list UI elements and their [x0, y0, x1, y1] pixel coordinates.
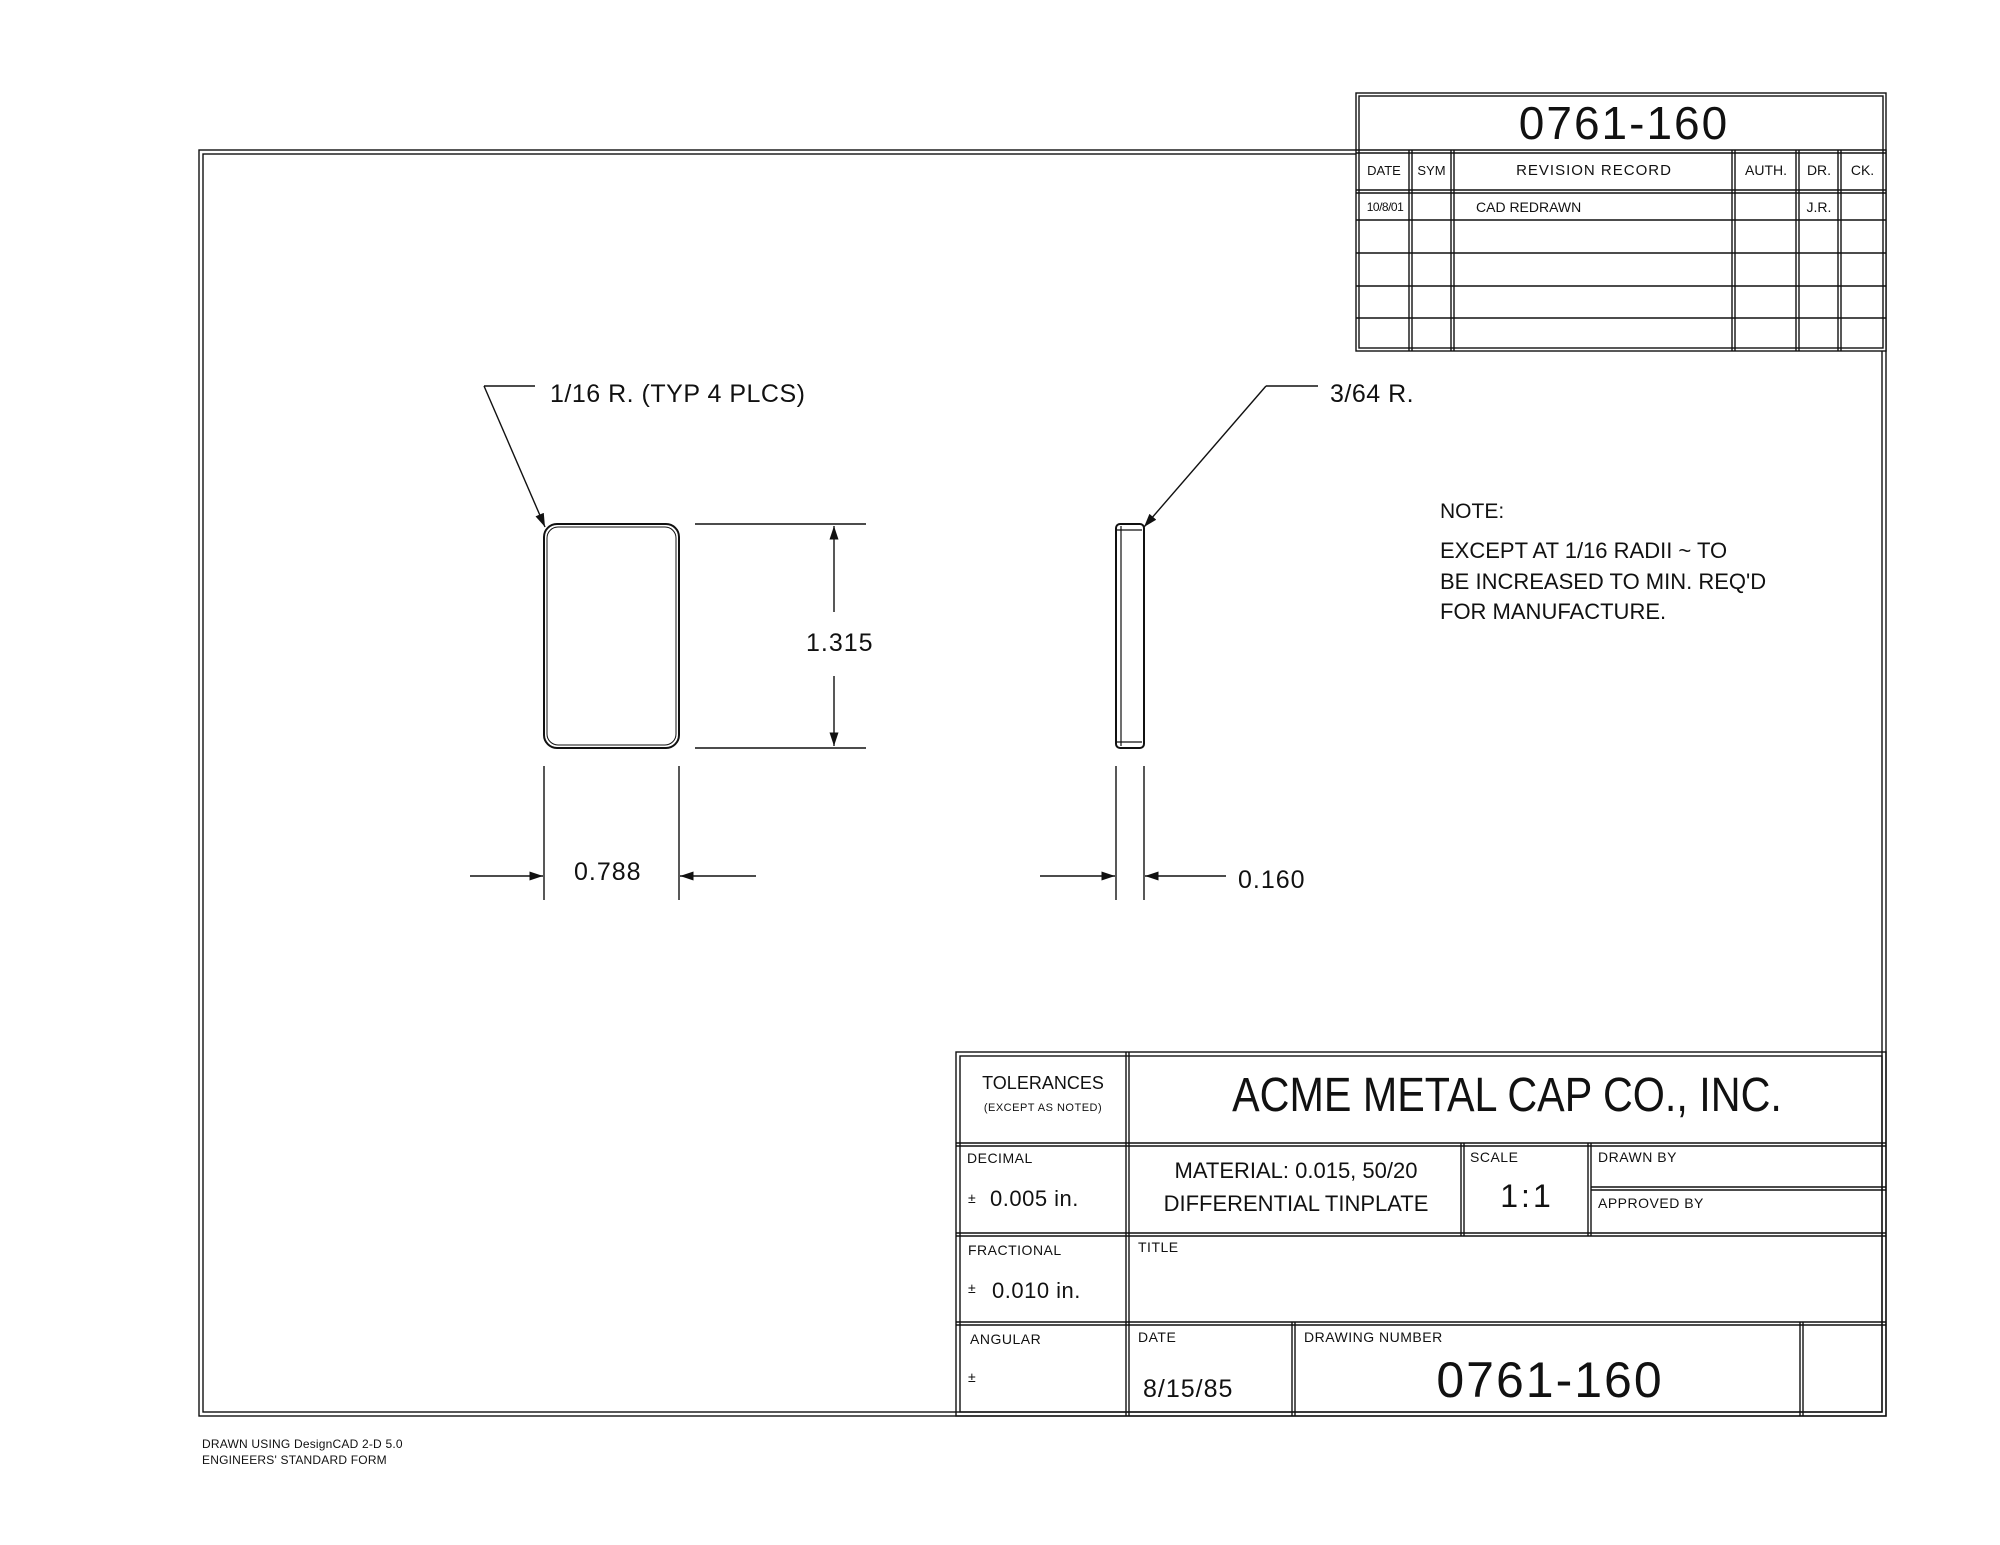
dimension-width-value: 0.788	[574, 858, 642, 886]
revision-drawing-number: 0761-160	[1518, 97, 1730, 149]
footer-line-2: ENGINEERS' STANDARD FORM	[202, 1453, 387, 1467]
callout-radius-side: 3/64 R.	[1330, 380, 1415, 408]
dimension-height-value: 1.315	[806, 629, 874, 657]
fractional-plus-minus: ±	[968, 1280, 976, 1296]
dimension-thickness	[1040, 766, 1226, 900]
footer-line-1: DRAWN USING DesignCAD 2-D 5.0	[202, 1437, 403, 1451]
revision-header-sym: SYM	[1417, 163, 1446, 178]
revision-header-record: REVISION RECORD	[1516, 162, 1672, 179]
tolerances-sublabel: (EXCEPT AS NOTED)	[983, 1102, 1103, 1114]
leader-radius-side	[1144, 386, 1318, 527]
revision-header-date: DATE	[1367, 163, 1401, 178]
scale-label: SCALE	[1470, 1149, 1519, 1165]
callout-radius-front: 1/16 R. (TYP 4 PLCS)	[550, 380, 806, 408]
approved-by-label: APPROVED BY	[1598, 1195, 1704, 1211]
part-side-view	[1116, 524, 1144, 748]
tolerances-label: TOLERANCES	[982, 1073, 1104, 1093]
material-line-2: DIFFERENTIAL TINPLATE	[1163, 1191, 1429, 1216]
dimension-thickness-value: 0.160	[1238, 866, 1306, 894]
company-name: ACME METAL CAP CO., INC.	[1232, 1069, 1782, 1122]
drawn-by-label: DRAWN BY	[1598, 1149, 1677, 1165]
angular-label: ANGULAR	[970, 1331, 1042, 1347]
note-label: NOTE:	[1440, 500, 1505, 523]
revision-header-dr: DR.	[1806, 162, 1832, 178]
part-front-view	[544, 524, 679, 748]
title-label: TITLE	[1138, 1239, 1179, 1255]
decimal-label: DECIMAL	[967, 1150, 1033, 1166]
part-front-view-inner	[547, 527, 676, 745]
angular-plus-minus: ±	[968, 1369, 976, 1385]
material-line-1: MATERIAL: 0.015, 50/20	[1174, 1158, 1418, 1183]
revision-row-date: 10/8/01	[1366, 200, 1404, 214]
note-line-1: EXCEPT AT 1/16 RADII ~ TO	[1440, 538, 1728, 563]
note-line-3: FOR MANUFACTURE.	[1440, 599, 1667, 624]
fractional-label: FRACTIONAL	[968, 1242, 1062, 1258]
decimal-plus-minus: ±	[968, 1190, 976, 1206]
leader-radius-front	[484, 386, 545, 527]
fractional-value: 0.010 in.	[992, 1278, 1081, 1303]
revision-header-ck: CK.	[1850, 162, 1875, 178]
drawing-number-value: 0761-160	[1436, 1352, 1664, 1408]
decimal-value: 0.005 in.	[990, 1186, 1079, 1211]
revision-row-dr: J.R.	[1806, 199, 1832, 215]
note-line-2: BE INCREASED TO MIN. REQ'D	[1440, 569, 1767, 594]
revision-header-auth: AUTH.	[1745, 162, 1787, 178]
date-label: DATE	[1138, 1329, 1177, 1345]
drawing-number-label: DRAWING NUMBER	[1304, 1329, 1443, 1345]
date-value: 8/15/85	[1143, 1375, 1234, 1403]
scale-value: 1:1	[1500, 1178, 1554, 1214]
revision-row-record: CAD REDRAWN	[1476, 199, 1582, 215]
